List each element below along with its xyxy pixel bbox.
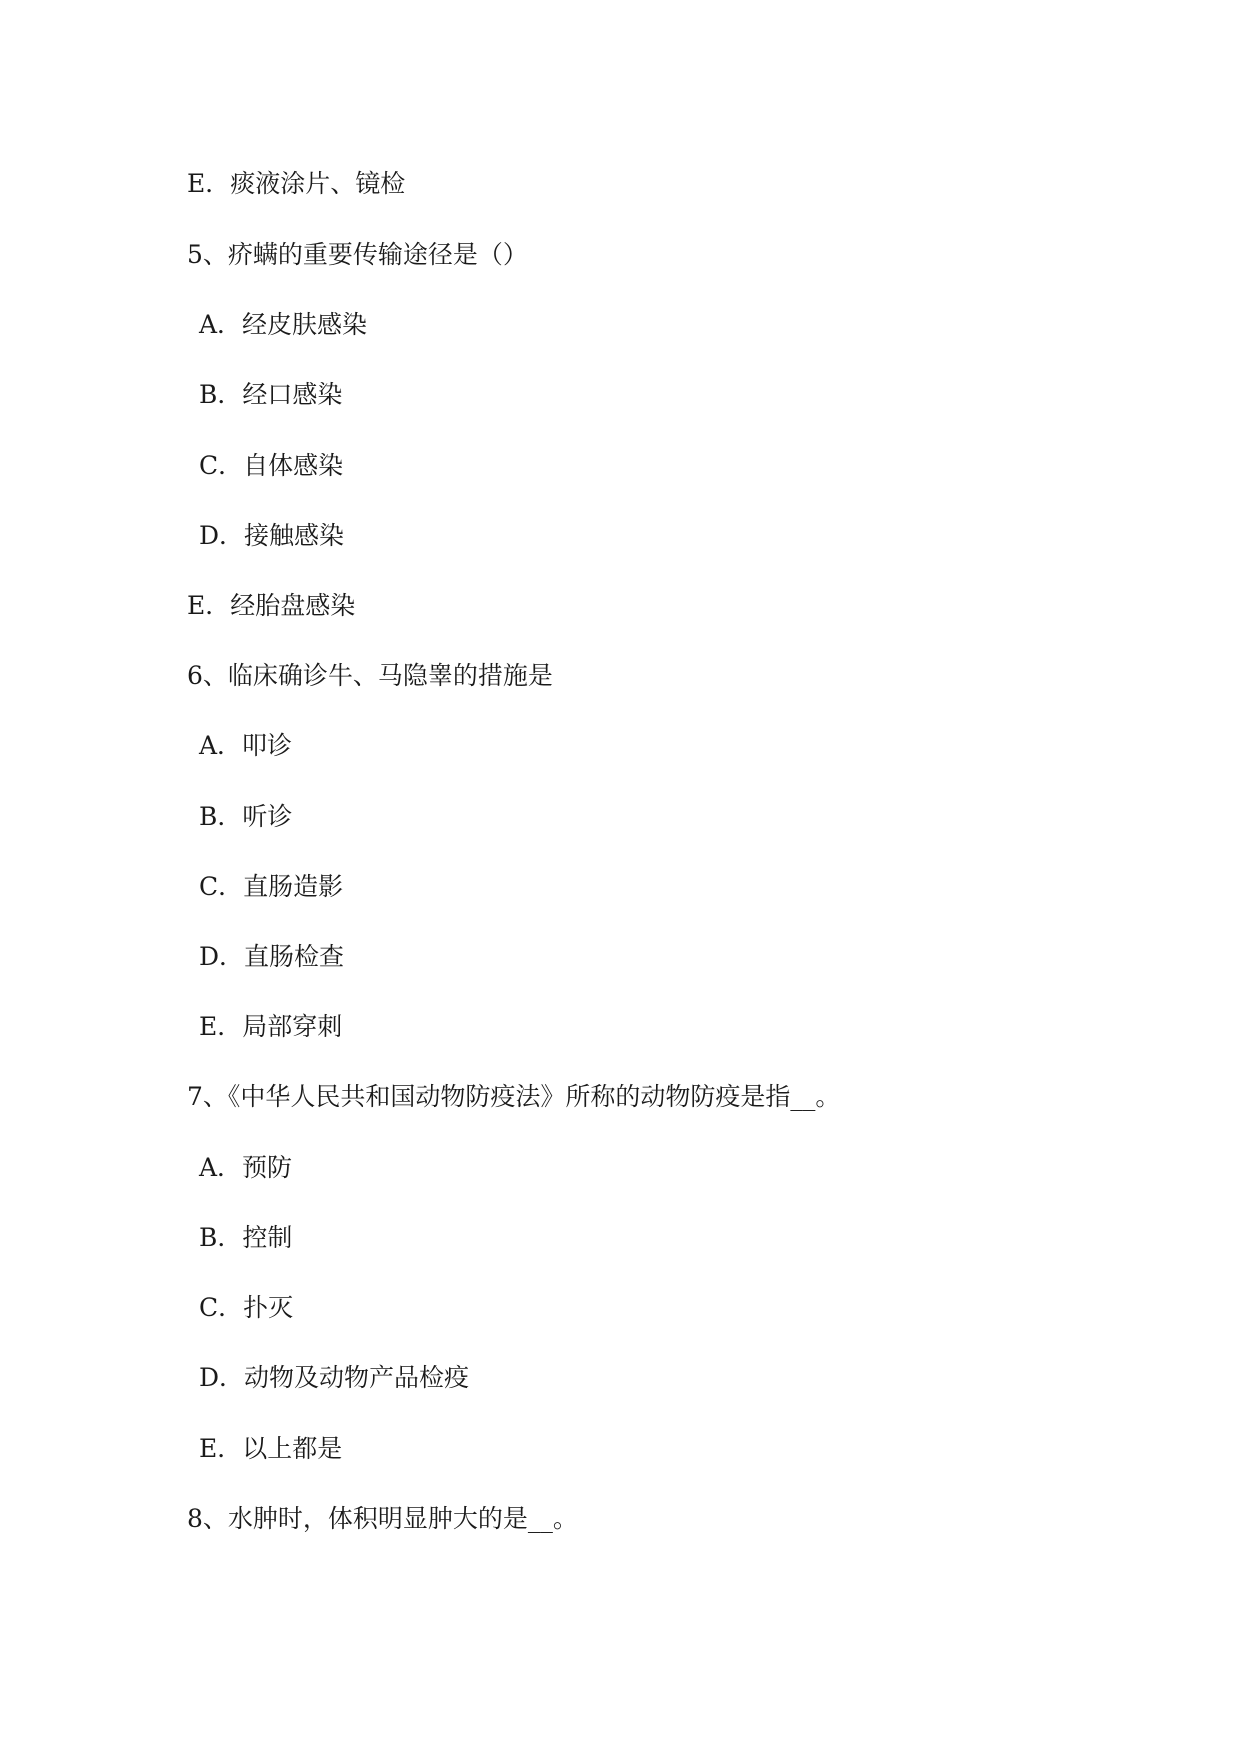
option-e-prev-question: E．痰液涂片、镜检 bbox=[187, 169, 406, 198]
question-7-option-d: D．动物及动物产品检疫 bbox=[199, 1363, 470, 1392]
question-6-option-e: E．局部穿刺 bbox=[199, 1012, 343, 1041]
question-7-option-c: C．扑灭 bbox=[199, 1293, 294, 1322]
question-7-option-a: A．预防 bbox=[199, 1153, 293, 1182]
question-7-option-b: B．控制 bbox=[199, 1223, 293, 1252]
question-6-option-a: A．叩诊 bbox=[199, 731, 293, 760]
question-5-option-d: D．接触感染 bbox=[199, 521, 345, 550]
question-5-option-e: E．经胎盘感染 bbox=[187, 591, 356, 620]
question-7: 7、《中华人民共和国动物防疫法》所称的动物防疫是指__。 bbox=[187, 1082, 841, 1111]
question-5: 5、疥螨的重要传输途径是（） bbox=[187, 240, 528, 269]
question-5-option-b: B．经口感染 bbox=[199, 380, 343, 409]
question-6-option-c: C．直肠造影 bbox=[199, 872, 344, 901]
question-5-option-a: A．经皮肤感染 bbox=[199, 310, 368, 339]
question-5-option-c: C．自体感染 bbox=[199, 451, 344, 480]
question-6-option-d: D．直肠检查 bbox=[199, 942, 345, 971]
question-8: 8、水肿时，体积明显肿大的是__。 bbox=[187, 1504, 578, 1533]
question-6: 6、临床确诊牛、马隐睾的措施是 bbox=[187, 661, 553, 690]
question-7-option-e: E．以上都是 bbox=[199, 1434, 343, 1463]
question-6-option-b: B．听诊 bbox=[199, 802, 293, 831]
